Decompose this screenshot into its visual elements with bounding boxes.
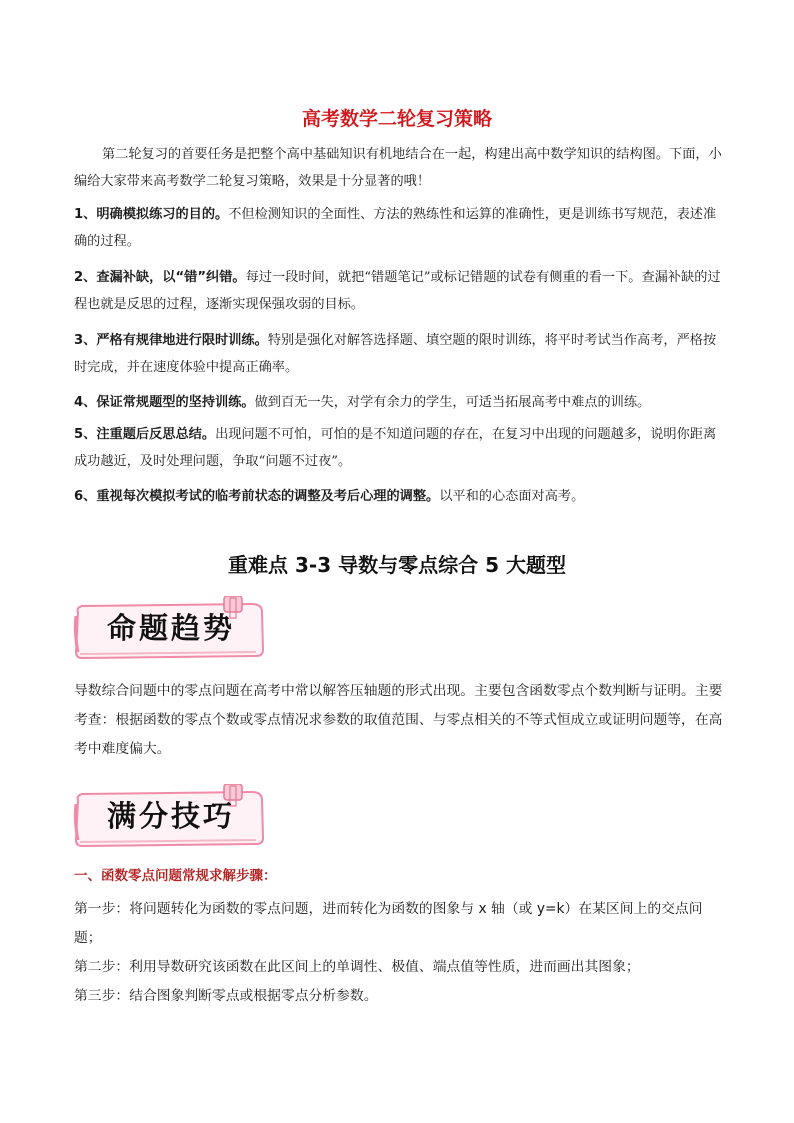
tip-heading: 3、严格有规律地进行限时训练。 bbox=[74, 333, 268, 348]
tip-item-3 bbox=[74, 327, 724, 381]
tip-text: 特别是强化对解答选择题、填空题的限时训练，将平时考试当作高考，严格按时完成，并在速度体验中提高正确率。 bbox=[74, 333, 717, 375]
tip-text: 以平和的心态面对高考。 bbox=[439, 489, 585, 504]
tip-text: 做到百无一失，对学有余力的学生，可适当拓展高考中难点的训练。 bbox=[254, 395, 651, 410]
intro-paragraph: 第二轮复习的首要任务是把整个高中基础知识有机地结合在一起，构建出高中数学知识的结构图。下面，小编给大家带来高考数学二轮复习策略，效果是十分显著的哦！ bbox=[74, 147, 722, 189]
tip-item-6 bbox=[74, 483, 724, 510]
tip-heading: 4、保证常规题型的坚持训练。 bbox=[74, 395, 255, 410]
step-2: 第二步：利用导数研究该函数在此区间上的单调性、极值、端点值等性质，进而画出其图象； bbox=[74, 959, 640, 975]
section1-title: 一、函数零点问题常规求解步骤： bbox=[74, 868, 277, 884]
tip-heading: 5、注重题后反思总结。 bbox=[74, 427, 216, 442]
trend-banner bbox=[72, 596, 268, 656]
step-3: 第三步：结合图象判断零点或根据零点分析参数。 bbox=[74, 988, 378, 1004]
skills-banner bbox=[72, 784, 268, 844]
banner-label: 命题趋势 bbox=[106, 611, 235, 645]
tip-heading: 2、查漏补缺，以“错”纠错。 bbox=[74, 270, 246, 285]
tip-text: 出现问题不可怕，可怕的是不知道问题的存在，在复习中出现的问题越多，说明你距离成功越近，及时处理问题，争取“问题不过夜”。 bbox=[74, 427, 717, 469]
tip-item-5 bbox=[74, 421, 724, 475]
trend-paragraph: 导数综合问题中的零点问题在高考中常以解答压轴题的形式出现。主要包含函数零点个数判断与证明。主要考查：根据函数的零点个数或零点情况求参数的取值范围、与零点相关的不等式恒成立或证明问题等，在高考中难度偏大。 bbox=[74, 683, 723, 757]
tip-text: 每过一段时间，就把“错题笔记”或标记错题的试卷有侧重的看一下。查漏补缺的过程也就是反思的过程，逐渐实现保强攻弱的目标。 bbox=[74, 270, 721, 312]
tip-item-4 bbox=[74, 389, 724, 416]
page-title: 高考数学二轮复习策略 bbox=[301, 108, 492, 130]
tip-item-1 bbox=[74, 201, 724, 255]
tip-text: 不但检测知识的全面性、方法的熟练性和运算的准确性，更是训练书写规范，表述准确的过程。 bbox=[74, 207, 717, 249]
section-heading: 重难点 3-3 导数与零点综合 5 大题型 bbox=[228, 553, 566, 577]
tip-item-2 bbox=[74, 264, 724, 318]
tip-heading: 6、重视每次模拟考试的临考前状态的调整及考后心理的调整。 bbox=[74, 489, 440, 504]
banner-label: 满分技巧 bbox=[106, 799, 235, 833]
tip-heading: 1、明确模拟练习的目的。 bbox=[74, 207, 229, 222]
step-1: 第一步：将问题转化为函数的零点问题，进而转化为函数的图象与 x 轴（或 y=k）在某区间上的交点问题； bbox=[74, 901, 703, 946]
